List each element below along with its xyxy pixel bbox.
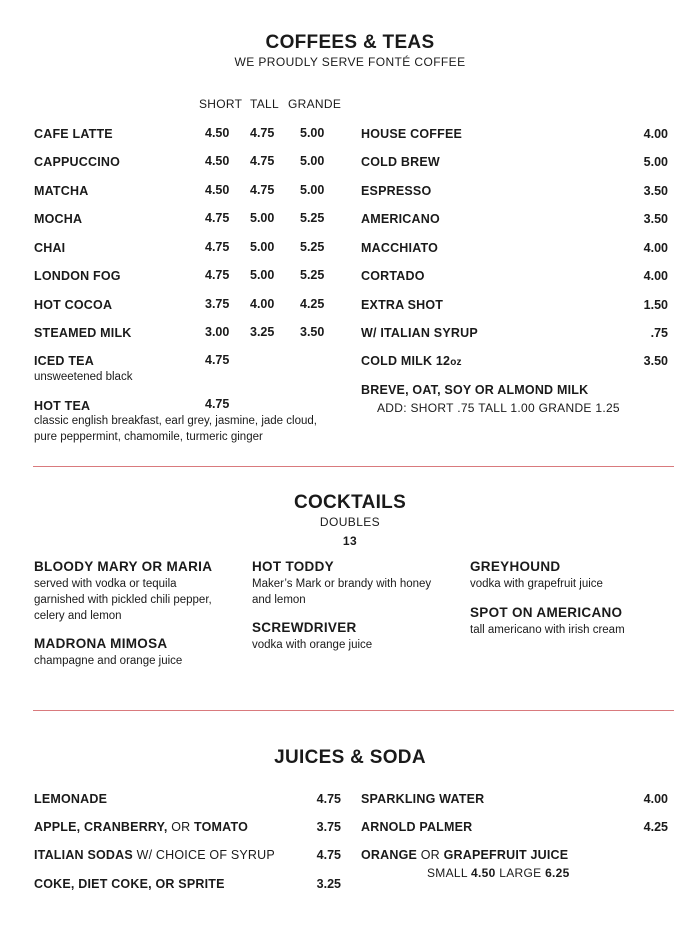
coffee-item-short-price: 3.75 [205, 297, 230, 311]
coffee-item-price: 4.00 [643, 241, 668, 255]
italian-part1: ITALIAN SODAS [34, 848, 133, 862]
milk-options-add: ADD: SHORT .75 TALL 1.00 GRANDE 1.25 [377, 401, 620, 415]
coffee-item-name: HOT COCOA [34, 298, 113, 312]
coffee-item-tall-price: 3.25 [250, 325, 275, 339]
iced-tea-name: ICED TEA [34, 354, 94, 368]
coffee-item-short-price: 4.50 [205, 183, 230, 197]
sparkling-price: 4.00 [643, 792, 668, 806]
lemonade-price: 4.75 [316, 792, 341, 806]
col-header-tall: TALL [250, 97, 279, 111]
coffee-item-tall-price: 5.00 [250, 211, 275, 225]
cocktail-desc: tall americano with irish cream [470, 624, 625, 636]
coffee-item-grande-price: 3.50 [300, 325, 325, 339]
coke-name: COKE, DIET COKE, OR SPRITE [34, 877, 225, 891]
cold-milk-unit: oz [450, 357, 462, 368]
cocktail-name: SPOT ON AMERICANO [470, 605, 623, 620]
hot-tea-price: 4.75 [205, 397, 230, 411]
cocktails-title: COCKTAILS [293, 492, 407, 513]
coffee-item-short-price: 4.50 [205, 126, 230, 140]
cocktail-name: BLOODY MARY OR MARIA [34, 559, 213, 574]
coffee-item-price: 3.50 [643, 184, 668, 198]
divider-2 [33, 710, 674, 711]
iced-tea-desc: unsweetened black [34, 371, 133, 383]
col-header-grande: GRANDE [288, 97, 342, 111]
coffee-item-grande-price: 4.25 [300, 297, 325, 311]
cocktail-desc: Maker’s Mark or brandy with honey [252, 578, 432, 590]
orange-small-label: SMALL [427, 866, 472, 880]
coffee-item-tall-price: 4.75 [250, 183, 275, 197]
coffee-item-name: CHAI [34, 241, 66, 255]
cocktail-desc: garnished with pickled chili pepper, [34, 594, 212, 606]
italian-sodas-name [34, 848, 275, 862]
lemonade-name: LEMONADE [34, 792, 108, 806]
coffees-subtitle: WE PROUDLY SERVE FONTÉ COFFEE [234, 55, 466, 69]
hot-tea-name: HOT TEA [34, 399, 91, 413]
coffee-item-name: MOCHA [34, 212, 83, 226]
coffee-item-short-price: 4.50 [205, 154, 230, 168]
coffee-item-name: COLD BREW [361, 155, 440, 169]
coffee-item-grande-price: 5.00 [300, 154, 325, 168]
cocktail-name: MADRONA MIMOSA [34, 636, 168, 651]
coffee-item-grande-price: 5.00 [300, 183, 325, 197]
orange-sizes [427, 866, 570, 880]
coffee-item-price: 4.00 [643, 127, 668, 141]
coffee-item-name: CAFE LATTE [34, 127, 113, 141]
hot-tea-desc-2: pure peppermint, chamomile, turmeric ginger [34, 431, 263, 443]
cocktail-desc: champagne and orange juice [34, 655, 183, 667]
hot-tea-desc-1: classic english breakfast, earl grey, jasmine, jade cloud, [34, 415, 317, 427]
coffee-item-price: 3.50 [643, 212, 668, 226]
coffee-item-name: AMERICANO [361, 212, 440, 226]
coffee-item-grande-price: 5.25 [300, 268, 325, 282]
cocktail-name: GREYHOUND [470, 559, 561, 574]
coffee-item-name: CAPPUCCINO [34, 155, 121, 169]
arnold-name: ARNOLD PALMER [361, 820, 473, 834]
italian-part2: W/ CHOICE OF SYRUP [132, 848, 275, 862]
orange-large-price: 6.25 [545, 866, 570, 880]
juices-title: JUICES & SODA [274, 747, 426, 768]
italian-sodas-price: 4.75 [316, 848, 341, 862]
coffee-item-tall-price: 5.00 [250, 240, 275, 254]
orange-part2: OR [417, 848, 444, 862]
coffee-item-short-price: 4.75 [205, 240, 230, 254]
cocktail-desc: and lemon [252, 594, 306, 606]
cold-milk-name [361, 354, 462, 368]
cocktail-desc: served with vodka or tequila [34, 578, 177, 590]
coffee-item-tall-price: 5.00 [250, 268, 275, 282]
cold-milk-price: 3.50 [643, 354, 668, 368]
coffee-item-price: 5.00 [643, 155, 668, 169]
cocktail-desc: vodka with grapefruit juice [470, 578, 603, 590]
orange-small-price: 4.50 [471, 866, 496, 880]
coffee-item-short-price: 3.00 [205, 325, 230, 339]
coffee-item-name: MATCHA [34, 184, 89, 198]
apple-part2: OR [167, 820, 195, 834]
orange-name [361, 848, 568, 862]
coffee-item-short-price: 4.75 [205, 268, 230, 282]
coffee-item-name: W/ ITALIAN SYRUP [361, 326, 478, 340]
cocktails-subtitle: DOUBLES [319, 515, 381, 529]
coffee-item-short-price: 4.75 [205, 211, 230, 225]
milk-options-name: BREVE, OAT, SOY OR ALMOND MILK [361, 383, 589, 397]
cold-milk-label: COLD MILK 12 [361, 354, 451, 368]
orange-part1: ORANGE [361, 848, 418, 862]
coffee-item-name: CORTADO [361, 269, 425, 283]
coffee-item-tall-price: 4.75 [250, 154, 275, 168]
coffee-item-name: ESPRESSO [361, 184, 432, 198]
coffee-item-name: LONDON FOG [34, 269, 121, 283]
sparkling-name: SPARKLING WATER [361, 792, 485, 806]
coke-price: 3.25 [316, 877, 341, 891]
iced-tea-price: 4.75 [205, 353, 230, 367]
cocktail-name: SCREWDRIVER [252, 620, 357, 635]
coffees-title: COFFEES & TEAS [265, 32, 435, 53]
coffee-item-tall-price: 4.00 [250, 297, 275, 311]
coffee-item-grande-price: 5.00 [300, 126, 325, 140]
coffee-item-name: EXTRA SHOT [361, 298, 444, 312]
orange-part3: GRAPEFRUIT JUICE [443, 848, 569, 862]
apple-part1: APPLE, CRANBERRY, [34, 820, 168, 834]
coffee-item-price: 4.00 [643, 269, 668, 283]
apple-name [34, 820, 248, 834]
divider-1 [33, 466, 674, 467]
coffee-item-price: .75 [650, 326, 668, 340]
cocktail-desc: vodka with orange juice [252, 639, 373, 651]
orange-large-label: LARGE [495, 866, 546, 880]
coffee-item-price: 1.50 [643, 298, 668, 312]
arnold-price: 4.25 [643, 820, 668, 834]
cocktails-price: 13 [342, 534, 358, 548]
apple-part3: TOMATO [194, 820, 248, 834]
col-header-short: SHORT [199, 97, 243, 111]
apple-price: 3.75 [316, 820, 341, 834]
coffee-item-name: STEAMED MILK [34, 326, 132, 340]
coffee-item-name: MACCHIATO [361, 241, 439, 255]
coffee-item-grande-price: 5.25 [300, 211, 325, 225]
cocktail-desc: celery and lemon [34, 610, 122, 622]
coffee-item-name: HOUSE COFFEE [361, 127, 463, 141]
coffee-item-tall-price: 4.75 [250, 126, 275, 140]
coffee-item-grande-price: 5.25 [300, 240, 325, 254]
cocktail-name: HOT TODDY [252, 559, 334, 574]
